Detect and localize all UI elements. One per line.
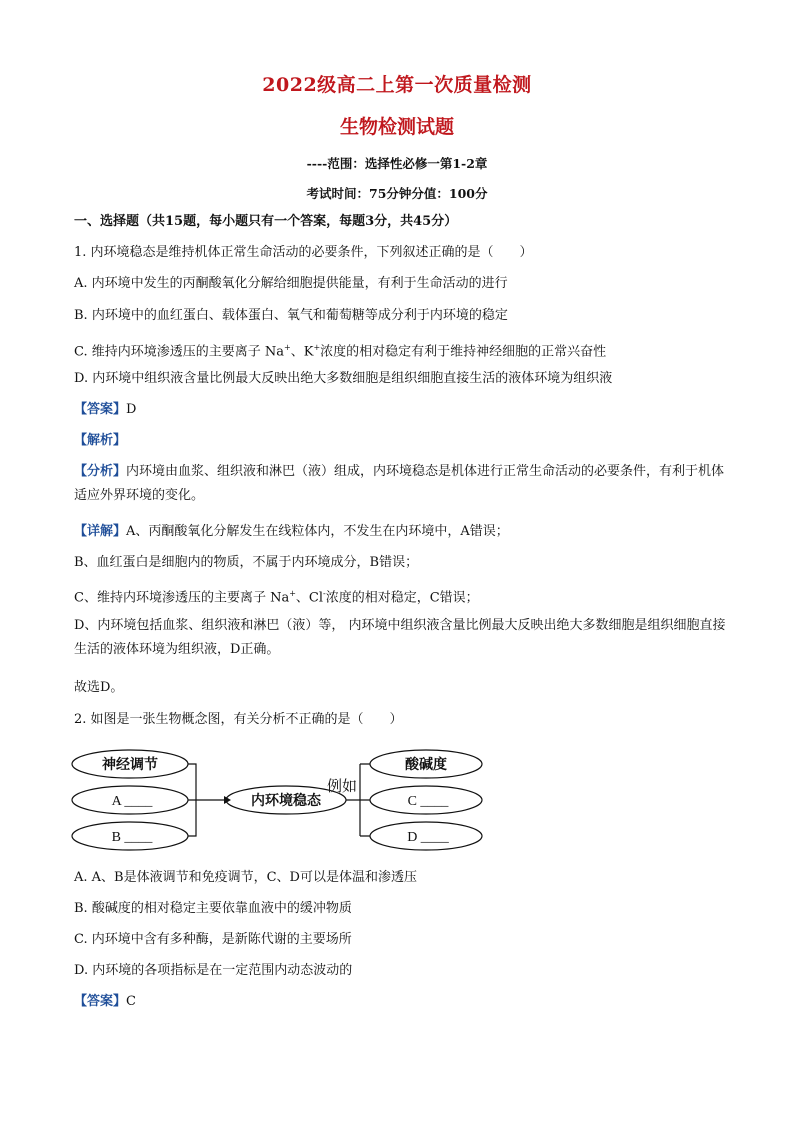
exam-info: 考试时间：75分钟分值：100分 xyxy=(306,186,488,201)
q1-analysis-heading xyxy=(74,431,734,451)
left-connector xyxy=(188,764,224,836)
q1-option-a: A. 内环境中发生的丙酮酸氧化分解给细胞提供能量，有利于生命活动的进行 xyxy=(74,276,508,291)
analysis-label: 【解析】 xyxy=(74,433,127,448)
exam-subtitle: 生物检测试题 xyxy=(339,116,454,138)
q1-option-c-text-1: C. 维持内环境渗透压的主要离子 Na xyxy=(74,344,285,360)
q2-answer-label: 【答案】 xyxy=(74,994,127,1009)
q2-option-b: B. 酸碱度的相对稳定主要依靠血液中的缓冲物质 xyxy=(74,901,352,916)
q1-option-c-text-3: 浓度的相对稳定有利于维持神经细胞的正常兴奋性 xyxy=(320,344,607,360)
detail-a-text: A、丙酮酸氧化分解发生在线粒体内，不发生在内环境中，A错误； xyxy=(126,524,509,539)
node-c-label: C ____ xyxy=(407,794,449,809)
node-center-label: 内环境稳态 xyxy=(251,794,321,809)
exam-scope: ----范围：选择性必修一第1-2章 xyxy=(306,156,488,171)
q1-detail-a xyxy=(74,522,734,542)
node-neural-label: 神经调节 xyxy=(102,758,158,773)
detail-c-text-2: 、Cl xyxy=(295,590,324,606)
q2-answer xyxy=(74,992,734,1012)
concept-map-diagram xyxy=(70,744,490,856)
q1-option-b: B. 内环境中的血红蛋白、载体蛋白、氧气和葡萄糖等成分利于内环境的稳定 xyxy=(74,308,508,323)
q1-option-d: D. 内环境中组织液含量比例最大反映出绝大多数细胞是组织细胞直接生活的液体环境为组织液 xyxy=(74,371,613,386)
node-d-label: D ____ xyxy=(407,830,449,845)
q1-option-c xyxy=(74,338,734,362)
section-heading: 一、选择题（共15题，每小题只有一个答案，每题3分，共45分） xyxy=(74,214,458,229)
detail-c-sup-2: - xyxy=(323,589,326,598)
q1-option-c-sup-2: + xyxy=(313,343,321,352)
q2-option-a: A. A、B是体液调节和免疫调节，C、D可以是体温和渗透压 xyxy=(74,870,417,885)
detail-label: 【详解】 xyxy=(74,524,127,539)
q1-answer xyxy=(74,400,734,420)
q1-detail-c xyxy=(74,584,734,608)
fenxi-text: 内环境由血浆、组织液和淋巴（液）组成，内环境稳态是机体进行正常生命活动的必要条件，有利于机体适应外界环境的变化。 xyxy=(74,464,725,503)
q1-option-c-text-2: 、K xyxy=(290,344,314,360)
node-acid-label: 酸碱度 xyxy=(405,758,447,773)
q1-fenxi xyxy=(74,460,734,508)
detail-c-text-1: C、维持内环境渗透压的主要离子 Na xyxy=(74,590,290,606)
q2-answer-value: C xyxy=(126,994,136,1009)
node-b-label: B ____ xyxy=(111,830,153,845)
node-a-label: A ____ xyxy=(111,794,153,809)
q1-stem: 1. 内环境稳态是维持机体正常生命活动的必要条件，下列叙述正确的是（ ） xyxy=(74,245,533,260)
detail-c-sup-1: + xyxy=(289,589,296,598)
q2-option-d: D. 内环境的各项指标是在一定范围内动态波动的 xyxy=(74,963,353,978)
answer-label: 【答案】 xyxy=(74,402,127,417)
q1-option-c-sup-1: + xyxy=(284,343,291,352)
q1-detail-b: B、血红蛋白是细胞内的物质，不属于内环境成分，B错误； xyxy=(74,555,419,570)
answer-value: D xyxy=(126,402,137,417)
right-connector xyxy=(346,764,370,836)
exam-title: 2022级高二上第一次质量检测 xyxy=(262,74,532,96)
q2-option-c: C. 内环境中含有多种酶，是新陈代谢的主要场所 xyxy=(74,932,352,947)
example-label: 例如 xyxy=(326,779,358,795)
q1-conclusion: 故选D。 xyxy=(74,680,124,695)
q2-stem: 2. 如图是一张生物概念图，有关分析不正确的是（ ） xyxy=(74,712,403,727)
fenxi-label: 【分析】 xyxy=(74,464,127,479)
detail-c-text-3: 浓度的相对稳定，C错误； xyxy=(325,590,479,606)
q1-detail-d: D、内环境包括血浆、组织液和淋巴（液）等， 内环境中组织液含量比例最大反映出绝大多数细胞是组织细胞直接生活的液体环境为组织液，D正确。 xyxy=(74,618,726,657)
